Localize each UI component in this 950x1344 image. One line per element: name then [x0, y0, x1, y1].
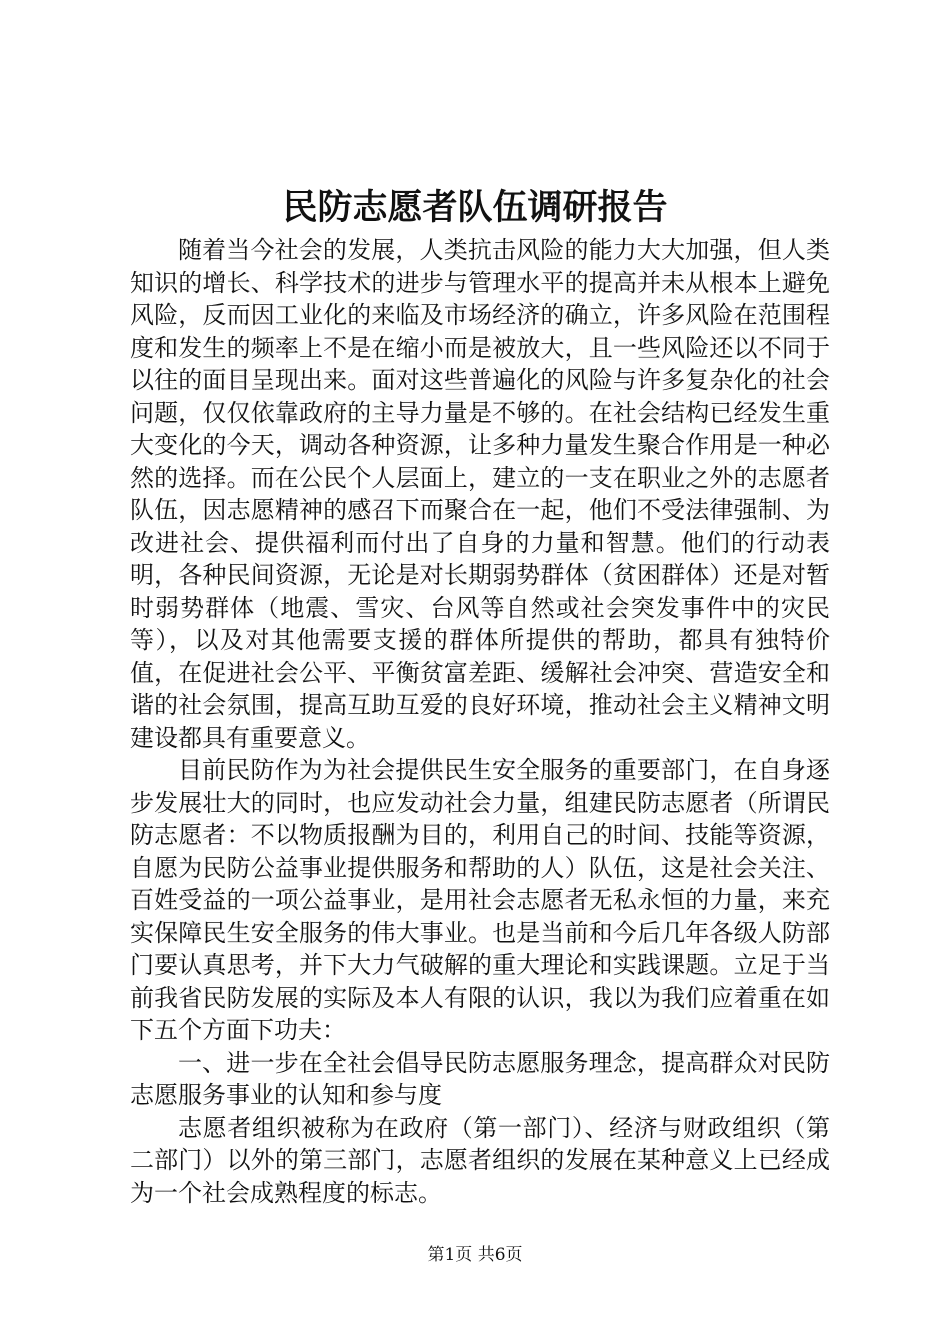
page-footer: 第1页 共6页	[427, 1245, 523, 1265]
document-body	[130, 234, 830, 1209]
paragraph-civil-defense: 目前民防作为为社会提供民生安全服务的重要部门，在自身逐步发展壮大的同时，也应发动社会力量，组建民防志愿者（所谓民防志愿者：不以物质报酬为目的，利用自己的时间、技能等资源，自愿为民防公益事业提供服务和帮助的人）队伍，这是社会关注、百姓受益的一项公益事业，是用社会志愿者无私永恒的力量，来充实保障民生安全服务的伟大事业。也是当前和今后几年各级人防部门要认真思考，并下大力气破解的重大理论和实践课题。立足于当前我省民防发展的实际及本人有限的认识，我以为我们应着重在如下五个方面下功夫：	[130, 756, 830, 1044]
section-heading-one: 一、进一步在全社会倡导民防志愿服务理念，提高群众对民防志愿服务事业的认知和参与度	[130, 1048, 830, 1109]
paragraph-intro: 随着当今社会的发展，人类抗击风险的能力大大加强，但人类知识的增长、科学技术的进步与管理水平的提高并未从根本上避免风险，反而因工业化的来临及市场经济的确立，许多风险在范围程度和发生的频率上不是在缩小而是被放大，且一些风险还以不同于以往的面目呈现出来。面对这些普遍化的风险与许多复杂化的社会问题，仅仅依靠政府的主导力量是不够的。在社会结构已经发生重大变化的今天，调动各种资源，让多种力量发生聚合作用是一种必然的选择。而在公民个人层面上，建立的一支在职业之外的志愿者队伍，因志愿精神的感召下而聚合在一起，他们不受法律强制、为改进社会、提供福利而付出了自身的力量和智慧。他们的行动表明，各种民间资源，无论是对长期弱势群体（贫困群体）还是对暂时弱势群体（地震、雪灾、台风等自然或社会突发事件中的灾民等），以及对其他需要支援的群体所提供的帮助，都具有独特价值，在促进社会公平、平衡贫富差距、缓解社会冲突、营造安全和谐的社会氛围，提高互助互爱的良好环境，推动社会主义精神文明建设都具有重要意义。	[130, 236, 830, 752]
paragraph-volunteer-org: 志愿者组织被称为在政府（第一部门）、经济与财政组织（第二部门）以外的第三部门，志愿者组织的发展在某种意义上已经成为一个社会成熟程度的标志。	[130, 1113, 830, 1207]
document-title: 民防志愿者队伍调研报告	[282, 187, 668, 228]
